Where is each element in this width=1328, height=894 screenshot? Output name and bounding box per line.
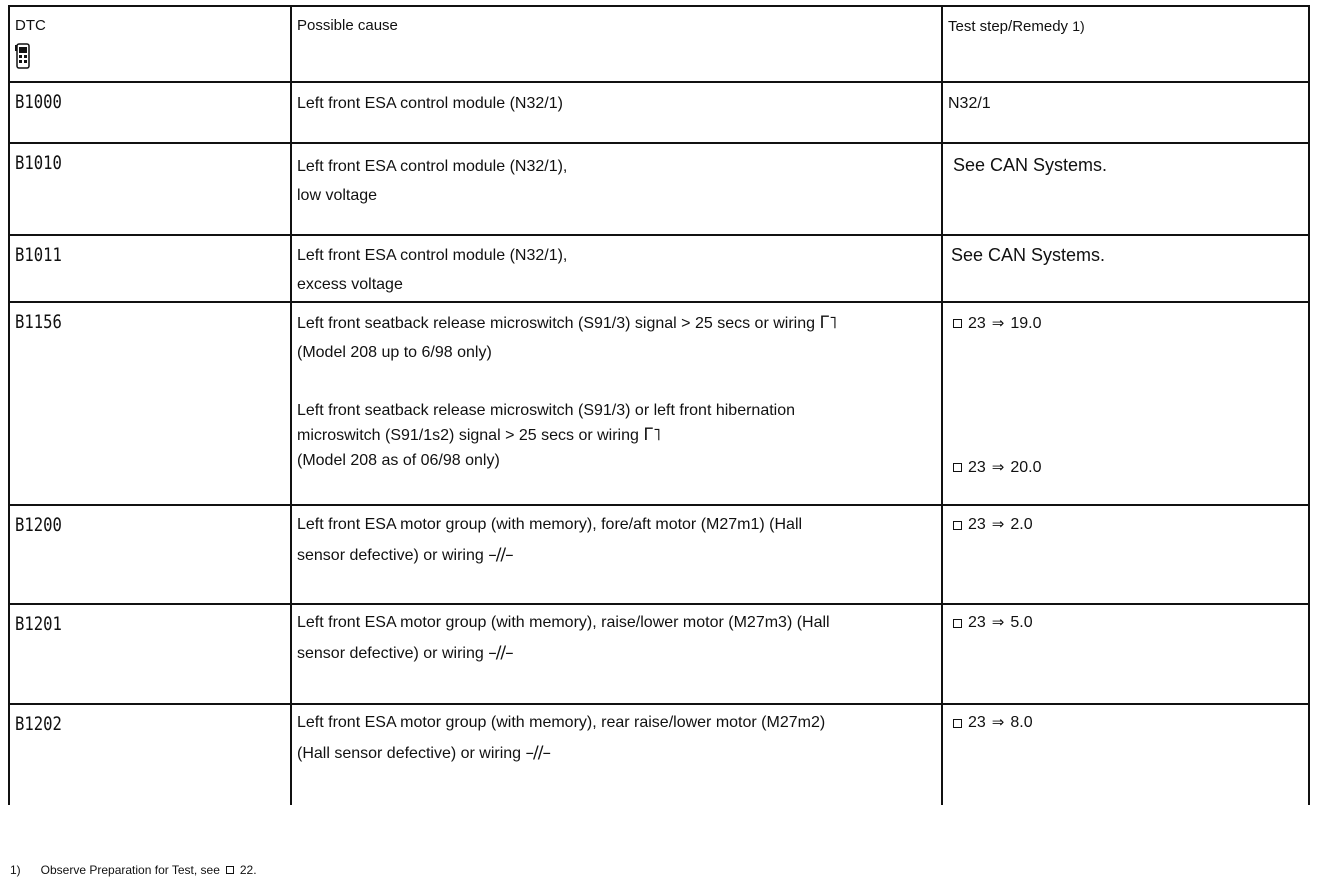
arrow-icon: ⇒ [991, 459, 1005, 476]
manual-page-icon [226, 866, 234, 874]
dtc-code: B1010 [15, 152, 62, 174]
table-row [8, 142, 1310, 234]
table-header [8, 5, 1310, 81]
footnote-ref: 1) [1072, 18, 1085, 34]
cause-text: Left front ESA control module (N32/1), [297, 247, 568, 264]
diagnostic-tester-icon [15, 43, 31, 80]
header-dtc-label: DTC [15, 17, 46, 34]
cause-text: low voltage [297, 187, 378, 204]
test-step-ref[interactable]: 23 ⇒ 8.0 [953, 708, 1303, 738]
cause-text: sensor defective) or wiring [297, 645, 484, 662]
wiring-symbol: Г˥ [643, 425, 661, 445]
wire-break-symbol: –//– [488, 643, 513, 663]
arrow-icon: ⇒ [991, 516, 1005, 533]
manual-page-icon [953, 521, 962, 530]
cause-text: (Model 208 as of 06/98 only) [297, 452, 500, 469]
test-step-ref[interactable]: 23 ⇒ 20.0 [953, 453, 1042, 482]
arrow-icon: ⇒ [991, 614, 1005, 631]
cause-text: Left front ESA motor group (with memory), fore/aft motor (M27m1) (Hall [297, 516, 803, 533]
table-row [8, 504, 1310, 603]
table-row [8, 234, 1310, 301]
test-step-ref[interactable]: 23 ⇒ 19.0 [953, 309, 1303, 338]
cause-text: Left front seatback release microswitch (S91/3) signal > 25 secs or wiring [297, 315, 816, 332]
cause-text: Left front ESA control module (N32/1), [297, 158, 568, 175]
dtc-code: B1156 [15, 311, 62, 333]
manual-page-icon [953, 319, 962, 328]
header-remedy: Test step/Remedy 1) [948, 18, 1085, 35]
manual-page-icon [953, 619, 962, 628]
cause-text: sensor defective) or wiring [297, 547, 484, 564]
remedy-text: See CAN Systems. [951, 245, 1106, 265]
test-step-ref[interactable]: 23 ⇒ 2.0 [953, 510, 1303, 540]
cause-text: Left front ESA motor group (with memory), raise/lower motor (M27m3) (Hall [297, 614, 830, 631]
footnote [10, 863, 257, 877]
header-cause: Possible cause [292, 7, 943, 81]
cause-text: Left front seatback release microswitch (S91/3) or left front hibernation [297, 402, 796, 419]
footnote-mark: 1) [10, 863, 21, 877]
table-row [8, 81, 1310, 142]
cause-text: excess voltage [297, 276, 403, 293]
cause-text: (Model 208 up to 6/98 only) [297, 344, 492, 361]
dtc-table [8, 5, 1310, 805]
remedy-text: N32/1 [948, 95, 991, 112]
footnote-text: Observe Preparation for Test, see [40, 863, 220, 877]
dtc-code: B1202 [15, 713, 62, 735]
dtc-code: B1011 [15, 244, 62, 266]
table-row [8, 603, 1310, 703]
cause-text: Left front ESA control module (N32/1) [297, 95, 563, 112]
footnote-page[interactable]: 22. [239, 863, 257, 877]
arrow-icon: ⇒ [991, 315, 1005, 332]
header-dtc [10, 7, 292, 81]
dtc-code: B1000 [15, 91, 62, 113]
cause-text: microswitch (S91/1s2) signal > 25 secs or wiring [297, 427, 639, 444]
test-step-ref[interactable]: 23 ⇒ 5.0 [953, 608, 1303, 638]
table-row [8, 703, 1310, 805]
wiring-symbol: Г˥ [819, 313, 837, 333]
manual-page-icon [953, 463, 962, 472]
arrow-icon: ⇒ [991, 714, 1005, 731]
remedy-text: See CAN Systems. [953, 155, 1108, 175]
wire-break-symbol: –//– [488, 545, 513, 565]
wire-break-symbol: –//– [525, 743, 550, 763]
dtc-code: B1201 [15, 613, 62, 635]
dtc-code: B1200 [15, 514, 62, 536]
cause-text: Left front ESA motor group (with memory), rear raise/lower motor (M27m2) [297, 714, 826, 731]
manual-page-icon [953, 719, 962, 728]
cause-text: (Hall sensor defective) or wiring [297, 745, 522, 762]
table-row [8, 301, 1310, 504]
